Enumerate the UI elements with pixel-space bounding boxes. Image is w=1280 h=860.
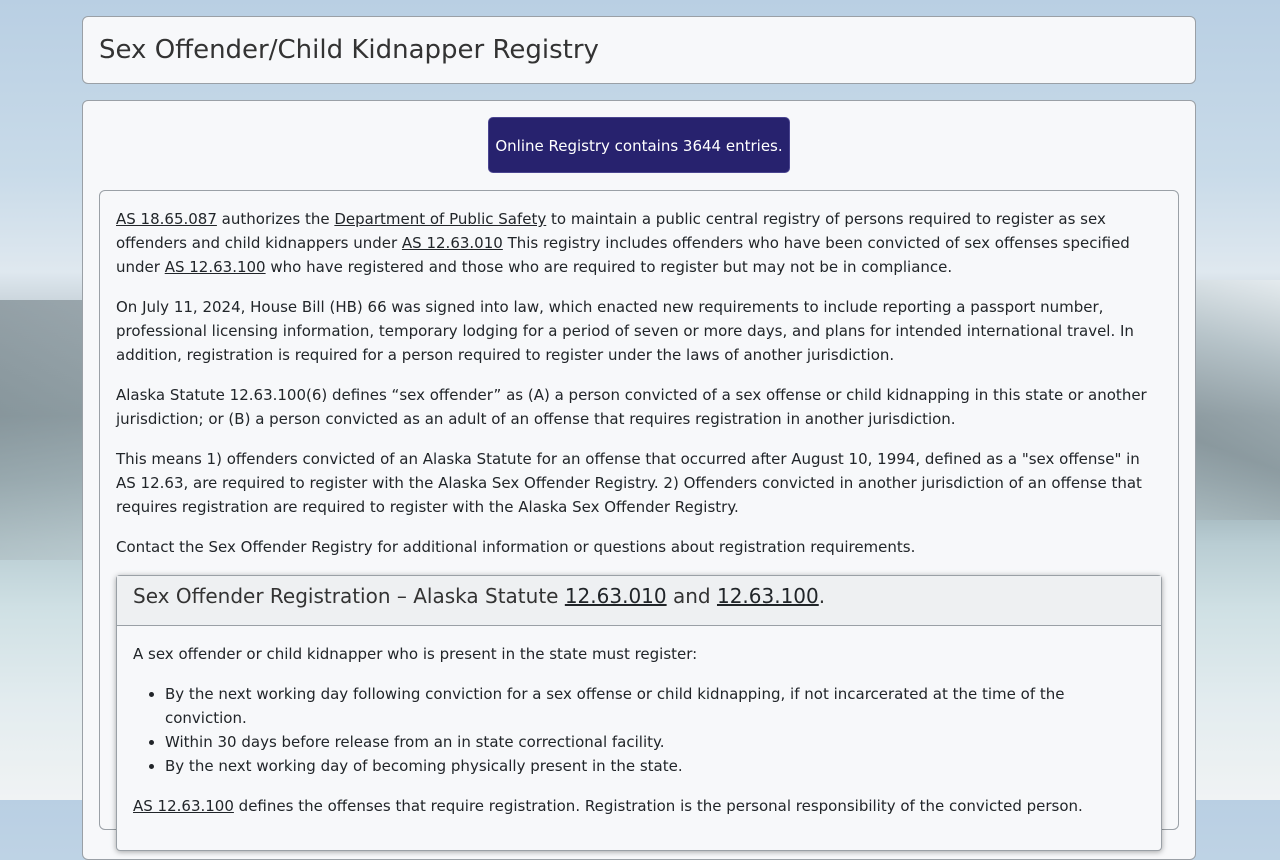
entries-count-badge: Online Registry contains 3644 entries. [488,117,790,173]
as-12-63-010-link[interactable]: AS 12.63.010 [401,234,503,252]
intro-paragraph-4: This means 1) offenders convicted of an Alaska Statute for an offense that occurred after August 10, 1994, defined as a "sex offense" in AS 12.63, are required to register with the Alaska Sex Offender Registry. 2) Offenders convicted in another jurisdiction of an offense that requires registration are required to register with the Alaska Sex Offender Registry. [116,450,1142,516]
statute-12-63-100-link[interactable]: 12.63.100 [716,584,819,608]
intro-text-3: This registry includes offenders who have been convicted of sex offenses specified under [116,234,1130,276]
registry-info-box [99,190,1179,830]
statute-12-63-010-link[interactable]: 12.63.010 [564,584,667,608]
page-title: Sex Offender/Child Kidnapper Registry [99,35,599,65]
as-12-63-100-link[interactable]: AS 12.63.100 [164,258,266,276]
registration-lead-text: A sex offender or child kidnapper who is present in the state must register: [133,645,698,663]
intro-paragraph-2: On July 11, 2024, House Bill (HB) 66 was signed into law, which enacted new requirements to include reporting a passport number, professional licensing information, temporary lodging for a period of seven or more days, and plans for intended international travel. In addition, registration is required for a person required to register under the laws of another jurisdiction. [116,298,1134,364]
list-item: • Within 30 days before release from an in state correctional facility. [165,730,1145,754]
intro-text-1: authorizes the [216,210,335,228]
registration-footer-text [133,794,1145,818]
intro-paragraph-5: Contact the Sex Offender Registry for additional information or questions about registration requirements. [116,538,916,556]
department-public-safety-link[interactable]: Department of Public Safety [334,210,547,228]
registration-requirements-list [133,682,1145,778]
registration-header-suffix: . [818,584,826,608]
registration-card-body [117,626,1161,850]
registration-requirements-card [116,575,1162,851]
background-mountain-left [0,300,90,560]
registration-header-mid: and [666,584,717,608]
registration-footer-body: defines the offenses that require registration. Registration is the personal responsibility of the convicted person. [233,797,1083,815]
as-18-65-087-link[interactable]: AS 18.65.087 [116,210,217,228]
list-item: • By the next working day following conviction for a sex offense or child kidnapping, if not incarcerated at the time of the conviction. [165,682,1145,730]
main-content-card [82,100,1196,860]
intro-paragraph-1 [116,207,1162,279]
page-header [82,16,1196,84]
list-item: • By the next working day of becoming physically present in the state. [165,754,1145,778]
registration-card-header [117,576,1161,626]
footer-as-12-63-100-link[interactable]: AS 12.63.100 [133,797,234,815]
registration-header-prefix: Sex Offender Registration – Alaska Statute [133,584,565,608]
background-mountain-right [1190,280,1280,520]
intro-text-2: to maintain a public central registry of persons required to register as sex offenders and child kidnappers under [116,210,1106,252]
intro-text-4: who have registered and those who are required to register but may not be in compliance. [265,258,953,276]
intro-paragraph-3: Alaska Statute 12.63.100(6) defines “sex offender” as (A) a person convicted of a sex offense or child kidnapping in this state or another jurisdiction; or (B) a person convicted as an adult of an offense that requires registration in another jurisdiction. [116,386,1147,428]
